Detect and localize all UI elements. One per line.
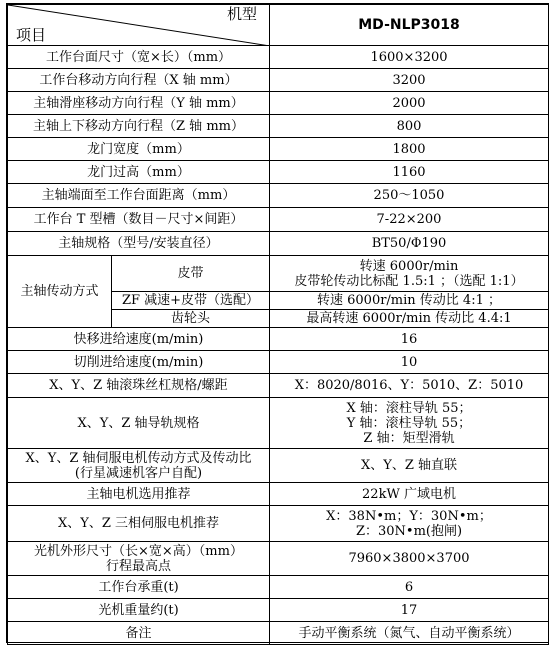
row-label: 主轴滑座移动方向行程（Y 轴 mm） — [8, 92, 270, 115]
guide-row — [8, 398, 549, 449]
row-value: 1800 — [270, 138, 549, 161]
model-name: MD-NLP3018 — [270, 5, 549, 46]
belt-value — [270, 256, 549, 292]
belt-speed: 转速 6000r/min — [359, 258, 459, 274]
guide-line-x: X 轴：滚柱导轨 55； — [346, 400, 472, 416]
table-row — [8, 184, 549, 208]
dimensions-row — [8, 542, 549, 576]
table-row — [8, 138, 549, 161]
row-label: 工作台 T 型槽（数目－尺寸×间距） — [8, 208, 270, 232]
table-row — [8, 92, 549, 115]
table-row — [8, 622, 549, 645]
row-label: 工作台承重(t) — [8, 576, 270, 599]
dimensions-label-line1: 光机外形尺寸（长×宽×高）（mm） — [34, 543, 243, 559]
spec-table-frame — [6, 3, 549, 643]
row-value: 6 — [270, 576, 549, 599]
table-row — [8, 328, 549, 351]
servo-drive-row — [8, 449, 549, 483]
header-row — [8, 5, 549, 46]
row-value: 10 — [270, 351, 549, 374]
row-label: X、Y、Z 轴滚珠丝杠规格/螺距 — [8, 374, 270, 398]
row-label: 备注 — [8, 622, 270, 645]
servo-motor-row — [8, 506, 549, 542]
servo-motor-line1: X：38N•m；Y：30N•m； — [326, 508, 492, 524]
table-row — [8, 46, 549, 69]
transmission-row-belt — [8, 256, 549, 292]
spec-table — [7, 4, 549, 645]
servo-motor-line2: Z：30N•m(抱闸) — [355, 523, 463, 539]
servo-motor-label: X、Y、Z 三相伺服电机推荐 — [8, 506, 270, 542]
table-row — [8, 374, 549, 398]
row-value: 800 — [270, 115, 549, 138]
transmission-label: 主轴传动方式 — [8, 256, 112, 328]
spindle-motor-row — [8, 483, 549, 506]
row-label: 主轴端面至工作台面距离（mm） — [8, 184, 270, 208]
row-value: 1600×3200 — [270, 46, 549, 69]
row-label: 主轴上下移动方向行程（Z 轴 mm） — [8, 115, 270, 138]
table-row — [8, 161, 549, 184]
row-value: 16 — [270, 328, 549, 351]
dimensions-label — [8, 542, 270, 576]
gear-value: 最高转速 6000r/min 传动比 4.4:1 — [270, 310, 549, 328]
servo-drive-label-line2: (行星减速机客户自配) — [74, 465, 203, 481]
row-value: 7-22×200 — [270, 208, 549, 232]
guide-label: X、Y、Z 轴导轨规格 — [8, 398, 270, 449]
row-value: 250～1050 — [270, 184, 549, 208]
table-row — [8, 599, 549, 622]
row-value: 17 — [270, 599, 549, 622]
belt-label: 皮带 — [112, 256, 270, 292]
row-label: 光机重量约(t) — [8, 599, 270, 622]
spindle-motor-label: 主轴电机选用推荐 — [8, 483, 270, 506]
row-label: 龙门宽度（mm） — [8, 138, 270, 161]
row-value: BT50/Φ190 — [270, 232, 549, 256]
dimensions-value: 7960×3800×3700 — [270, 542, 549, 576]
header-diagonal-cell — [8, 5, 270, 46]
row-value: 手动平衡系统（氮气、自动平衡系统） — [270, 622, 549, 645]
row-label: 切削进给速度(m/min) — [8, 351, 270, 374]
table-row — [8, 576, 549, 599]
servo-drive-value: X、Y、Z 轴直联 — [270, 449, 549, 483]
servo-motor-value — [270, 506, 549, 542]
zf-label: ZF 减速+皮带（选配） — [112, 292, 270, 310]
row-label: 工作台移动方向行程（X 轴 mm） — [8, 69, 270, 92]
servo-drive-label — [8, 449, 270, 483]
guide-line-y: Y 轴：滚柱导轨 55； — [346, 415, 472, 431]
row-label: 龙门过高（mm） — [8, 161, 270, 184]
row-label: 快移进给速度(m/min) — [8, 328, 270, 351]
dimensions-label-line2: 行程最高点 — [105, 558, 171, 574]
guide-line-z: Z 轴：矩型滑轨 — [363, 430, 455, 446]
row-value: 2000 — [270, 92, 549, 115]
table-row — [8, 232, 549, 256]
zf-value: 转速 6000r/min 传动比 4:1 ； — [270, 292, 549, 310]
row-value: 3200 — [270, 69, 549, 92]
table-row — [8, 115, 549, 138]
servo-drive-label-line1: X、Y、Z 轴伺服电机传动方式及传动比 — [25, 450, 252, 466]
belt-ratio: 皮带轮传动比标配 1.5:1 ；（选配 1:1） — [294, 273, 524, 289]
table-row — [8, 351, 549, 374]
model-header-label: 机型 — [226, 5, 257, 23]
row-value: X：8020/8016、Y：5010、Z：5010 — [270, 374, 549, 398]
spindle-motor-value: 22kW 广域电机 — [270, 483, 549, 506]
row-label: 工作台面尺寸（宽×长）（mm） — [8, 46, 270, 69]
table-row — [8, 69, 549, 92]
guide-value — [270, 398, 549, 449]
row-label: 主轴规格（型号/安装直径） — [8, 232, 270, 256]
item-header-label: 项目 — [16, 26, 47, 44]
table-row — [8, 208, 549, 232]
row-value: 1160 — [270, 161, 549, 184]
gear-label: 齿轮头 — [112, 310, 270, 328]
